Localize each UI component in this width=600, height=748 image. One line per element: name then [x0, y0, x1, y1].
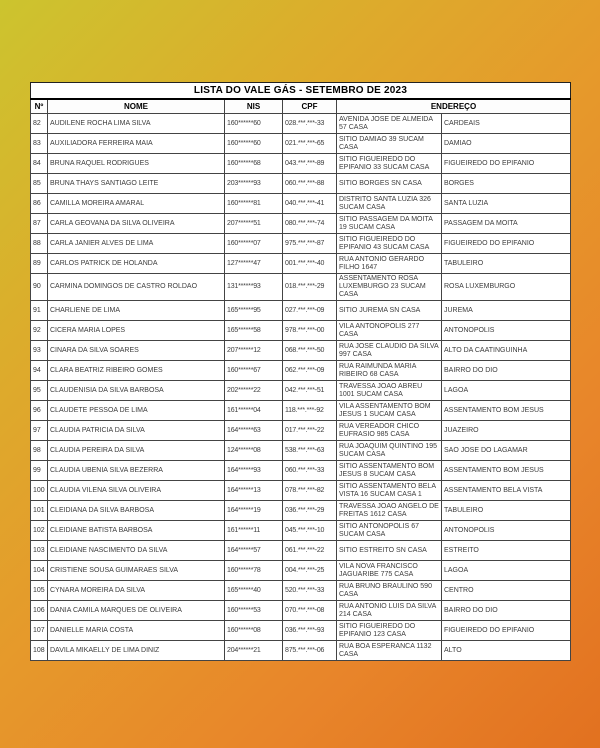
cell-bairro: JUREMA [442, 301, 571, 321]
document-sheet [30, 82, 570, 661]
cell-endereco: VILA ASSENTAMENTO BOM JESUS 1 SUCAM CASA [337, 401, 442, 421]
cell-nome: CINARA DA SILVA SOARES [48, 341, 225, 361]
cell-bairro: LAGOA [442, 381, 571, 401]
table-row [31, 621, 571, 641]
cell-bairro: TABULEIRO [442, 501, 571, 521]
cell-bairro: CENTRO [442, 581, 571, 601]
cell-endereco: TRAVESSA JOAO ABREU 1001 SUCAM CASA [337, 381, 442, 401]
table-row [31, 641, 571, 661]
table-row [31, 274, 571, 301]
table-row [31, 461, 571, 481]
cell-endereco: TRAVESSA JOAO ANGELO DE FREITAS 1612 CASA [337, 501, 442, 521]
cell-nome: DANIELLE MARIA COSTA [48, 621, 225, 641]
cell-endereco: SITIO JUREMA SN CASA [337, 301, 442, 321]
cell-nis: 127******47 [225, 254, 283, 274]
cell-nis: 160******68 [225, 154, 283, 174]
cell-numero: 92 [31, 321, 48, 341]
cell-cpf: 018.***.***-29 [283, 274, 337, 301]
cell-nis: 160******60 [225, 134, 283, 154]
cell-endereco: SITIO FIGUEIREDO DO EPIFANIO 43 SUCAM CASA [337, 234, 442, 254]
cell-nis: 165******40 [225, 581, 283, 601]
cell-bairro: DAMIAO [442, 134, 571, 154]
cell-cpf: 875.***.***-06 [283, 641, 337, 661]
cell-nis: 124******08 [225, 441, 283, 461]
cell-nis: 160******07 [225, 234, 283, 254]
table-row [31, 174, 571, 194]
cell-nis: 164******19 [225, 501, 283, 521]
table-row [31, 521, 571, 541]
cell-bairro: ALTO DA CAATINGUINHA [442, 341, 571, 361]
cell-nome: CLARA BEATRIZ RIBEIRO GOMES [48, 361, 225, 381]
cell-cpf: 118.***.***-92 [283, 401, 337, 421]
cell-endereco: VILA ANTONOPOLIS 277 CASA [337, 321, 442, 341]
table-row [31, 481, 571, 501]
table-row [31, 381, 571, 401]
cell-endereco: SITIO DAMIAO 39 SUCAM CASA [337, 134, 442, 154]
cell-nome: CLEIDIANA DA SILVA BARBOSA [48, 501, 225, 521]
cell-numero: 103 [31, 541, 48, 561]
cell-numero: 87 [31, 214, 48, 234]
cell-cpf: 975.***.***-87 [283, 234, 337, 254]
cell-nis: 161******04 [225, 401, 283, 421]
table-row [31, 501, 571, 521]
cell-numero: 82 [31, 114, 48, 134]
col-header-cpf: CPF [283, 99, 337, 114]
cell-numero: 93 [31, 341, 48, 361]
cell-endereco: SITIO FIGUEIREDO DO EPIFANIO 123 CASA [337, 621, 442, 641]
vale-gas-table [30, 82, 571, 661]
table-row [31, 154, 571, 174]
cell-numero: 97 [31, 421, 48, 441]
cell-numero: 96 [31, 401, 48, 421]
table-row [31, 361, 571, 381]
table-row [31, 541, 571, 561]
cell-cpf: 538.***.***-63 [283, 441, 337, 461]
cell-numero: 95 [31, 381, 48, 401]
cell-nome: CARLOS PATRICK DE HOLANDA [48, 254, 225, 274]
table-row [31, 114, 571, 134]
cell-bairro: ANTONOPOLIS [442, 521, 571, 541]
cell-nome: CICERA MARIA LOPES [48, 321, 225, 341]
cell-nis: 160******78 [225, 561, 283, 581]
cell-endereco: AVENIDA JOSE DE ALMEIDA 57 CASA [337, 114, 442, 134]
cell-nis: 203******93 [225, 174, 283, 194]
cell-bairro: ASSENTAMENTO BELA VISTA [442, 481, 571, 501]
table-row [31, 254, 571, 274]
cell-nis: 164******13 [225, 481, 283, 501]
cell-endereco: RUA BRUNO BRAULINO 590 CASA [337, 581, 442, 601]
cell-cpf: 070.***.***-08 [283, 601, 337, 621]
cell-cpf: 042.***.***-51 [283, 381, 337, 401]
cell-endereco: SITIO ESTREITO SN CASA [337, 541, 442, 561]
cell-nome: CYNARA MOREIRA DA SILVA [48, 581, 225, 601]
cell-endereco: SITIO PASSAGEM DA MOITA 19 SUCAM CASA [337, 214, 442, 234]
cell-nome: AUDILENE ROCHA LIMA SILVA [48, 114, 225, 134]
cell-endereco: SITIO ASSENTAMENTO BELA VISTA 16 SUCAM CASA 1 [337, 481, 442, 501]
col-header-nis: NIS [225, 99, 283, 114]
cell-numero: 99 [31, 461, 48, 481]
cell-nis: 160******81 [225, 194, 283, 214]
table-row [31, 561, 571, 581]
cell-nis: 165******58 [225, 321, 283, 341]
table-row [31, 321, 571, 341]
cell-nome: CHARLIENE DE LIMA [48, 301, 225, 321]
cell-cpf: 036.***.***-29 [283, 501, 337, 521]
table-row [31, 134, 571, 154]
cell-endereco: RUA JOAQUIM QUINTINO 195 SUCAM CASA [337, 441, 442, 461]
table-body [31, 114, 571, 661]
cell-bairro: BAIRRO DO DIO [442, 361, 571, 381]
cell-nome: CLEIDIANE BATISTA BARBOSA [48, 521, 225, 541]
cell-nome: DAVILA MIKAELLY DE LIMA DINIZ [48, 641, 225, 661]
cell-bairro: CARDEAIS [442, 114, 571, 134]
cell-nis: 164******63 [225, 421, 283, 441]
cell-numero: 88 [31, 234, 48, 254]
cell-endereco: RUA ANTONIO LUIS DA SILVA 214 CASA [337, 601, 442, 621]
cell-endereco: SITIO ANTONOPOLIS 67 SUCAM CASA [337, 521, 442, 541]
cell-cpf: 040.***.***-41 [283, 194, 337, 214]
cell-numero: 108 [31, 641, 48, 661]
cell-numero: 107 [31, 621, 48, 641]
cell-numero: 85 [31, 174, 48, 194]
cell-nome: CLAUDIA PATRICIA DA SILVA [48, 421, 225, 441]
cell-nis: 160******08 [225, 621, 283, 641]
cell-bairro: ROSA LUXEMBURGO [442, 274, 571, 301]
cell-bairro: BORGES [442, 174, 571, 194]
cell-nome: AUXILIADORA FERREIRA MAIA [48, 134, 225, 154]
cell-cpf: 017.***.***-22 [283, 421, 337, 441]
cell-bairro: LAGOA [442, 561, 571, 581]
cell-numero: 90 [31, 274, 48, 301]
cell-nome: BRUNA THAYS SANTIAGO LEITE [48, 174, 225, 194]
cell-nis: 131******93 [225, 274, 283, 301]
cell-bairro: ANTONOPOLIS [442, 321, 571, 341]
cell-nome: CLAUDIA PEREIRA DA SILVA [48, 441, 225, 461]
cell-nis: 165******95 [225, 301, 283, 321]
cell-nome: CAMILLA MOREIRA AMARAL [48, 194, 225, 214]
cell-cpf: 004.***.***-25 [283, 561, 337, 581]
cell-nis: 161******11 [225, 521, 283, 541]
cell-cpf: 028.***.***-33 [283, 114, 337, 134]
cell-endereco: SITIO BORGES SN CASA [337, 174, 442, 194]
cell-numero: 105 [31, 581, 48, 601]
cell-endereco: VILA NOVA FRANCISCO JAGUARIBE 775 CASA [337, 561, 442, 581]
cell-numero: 100 [31, 481, 48, 501]
cell-nis: 202******22 [225, 381, 283, 401]
cell-numero: 91 [31, 301, 48, 321]
cell-nome: CLEIDIANE NASCIMENTO DA SILVA [48, 541, 225, 561]
table-row [31, 441, 571, 461]
cell-nome: CLAUDIA VILENA SILVA OLIVEIRA [48, 481, 225, 501]
cell-cpf: 060.***.***-88 [283, 174, 337, 194]
cell-numero: 94 [31, 361, 48, 381]
cell-cpf: 520.***.***-33 [283, 581, 337, 601]
cell-nis: 160******67 [225, 361, 283, 381]
title-row [31, 83, 571, 100]
cell-bairro: BAIRRO DO DIO [442, 601, 571, 621]
cell-nome: CLAUDENISIA DA SILVA BARBOSA [48, 381, 225, 401]
cell-numero: 98 [31, 441, 48, 461]
cell-numero: 106 [31, 601, 48, 621]
cell-nome: CLAUDIA UBENIA SILVA BEZERRA [48, 461, 225, 481]
cell-cpf: 001.***.***-40 [283, 254, 337, 274]
cell-bairro: ASSENTAMENTO BOM JESUS [442, 401, 571, 421]
cell-cpf: 045.***.***-10 [283, 521, 337, 541]
table-row [31, 301, 571, 321]
cell-numero: 84 [31, 154, 48, 174]
cell-nome: CARMINA DOMINGOS DE CASTRO ROLDAO [48, 274, 225, 301]
cell-nis: 164******93 [225, 461, 283, 481]
cell-nis: 160******53 [225, 601, 283, 621]
cell-cpf: 060.***.***-33 [283, 461, 337, 481]
cell-numero: 102 [31, 521, 48, 541]
cell-endereco: RUA VEREADOR CHICO EUFRASIO 985 CASA [337, 421, 442, 441]
cell-endereco: SITIO FIGUEIREDO DO EPIFANIO 33 SUCAM CASA [337, 154, 442, 174]
cell-bairro: ASSENTAMENTO BOM JESUS [442, 461, 571, 481]
cell-bairro: JUAZEIRO [442, 421, 571, 441]
cell-bairro: FIGUEIREDO DO EPIFANIO [442, 621, 571, 641]
table-row [31, 401, 571, 421]
cell-nis: 207******12 [225, 341, 283, 361]
cell-numero: 86 [31, 194, 48, 214]
cell-endereco: RUA RAIMUNDA MARIA RIBEIRO 68 CASA [337, 361, 442, 381]
cell-cpf: 068.***.***-50 [283, 341, 337, 361]
cell-bairro: FIGUEIREDO DO EPIFANIO [442, 154, 571, 174]
cell-bairro: ALTO [442, 641, 571, 661]
cell-nis: 204******21 [225, 641, 283, 661]
cell-endereco: RUA ANTONIO GERARDO FILHO 1647 [337, 254, 442, 274]
cell-cpf: 061.***.***-22 [283, 541, 337, 561]
table-row [31, 214, 571, 234]
cell-nis: 207******51 [225, 214, 283, 234]
col-header-nome: NOME [48, 99, 225, 114]
cell-endereco: RUA JOSE CLAUDIO DA SILVA 997 CASA [337, 341, 442, 361]
cell-cpf: 036.***.***-93 [283, 621, 337, 641]
col-header-numero: Nº [31, 99, 48, 114]
cell-nome: CRISTIENE SOUSA GUIMARAES SILVA [48, 561, 225, 581]
cell-bairro: SANTA LUZIA [442, 194, 571, 214]
cell-nome: CLAUDETE PESSOA DE LIMA [48, 401, 225, 421]
cell-cpf: 978.***.***-00 [283, 321, 337, 341]
table-row [31, 341, 571, 361]
col-header-endereco: ENDEREÇO [337, 99, 571, 114]
cell-endereco: ASSENTAMENTO ROSA LUXEMBURGO 23 SUCAM CASA [337, 274, 442, 301]
table-row [31, 601, 571, 621]
cell-nome: CARLA GEOVANA DA SILVA OLIVEIRA [48, 214, 225, 234]
cell-numero: 89 [31, 254, 48, 274]
cell-numero: 101 [31, 501, 48, 521]
cell-cpf: 027.***.***-09 [283, 301, 337, 321]
cell-cpf: 080.***.***-74 [283, 214, 337, 234]
cell-numero: 104 [31, 561, 48, 581]
table-row [31, 421, 571, 441]
cell-cpf: 078.***.***-82 [283, 481, 337, 501]
cell-numero: 83 [31, 134, 48, 154]
cell-nome: CARLA JANIER ALVES DE LIMA [48, 234, 225, 254]
cell-nis: 164******57 [225, 541, 283, 561]
cell-cpf: 021.***.***-65 [283, 134, 337, 154]
cell-bairro: PASSAGEM DA MOITA [442, 214, 571, 234]
table-row [31, 581, 571, 601]
column-header-row [31, 99, 571, 114]
cell-nis: 160******60 [225, 114, 283, 134]
cell-cpf: 062.***.***-09 [283, 361, 337, 381]
cell-nome: BRUNA RAQUEL RODRIGUES [48, 154, 225, 174]
cell-bairro: FIGUEIREDO DO EPIFANIO [442, 234, 571, 254]
cell-endereco: DISTRITO SANTA LUZIA 326 SUCAM CASA [337, 194, 442, 214]
page-title: LISTA DO VALE GÁS - SETEMBRO DE 2023 [31, 83, 571, 100]
table-row [31, 234, 571, 254]
cell-cpf: 043.***.***-89 [283, 154, 337, 174]
cell-bairro: TABULEIRO [442, 254, 571, 274]
cell-endereco: SITIO ASSENTAMENTO BOM JESUS 8 SUCAM CASA [337, 461, 442, 481]
cell-nome: DANIA CAMILA MARQUES DE OLIVEIRA [48, 601, 225, 621]
cell-bairro: ESTREITO [442, 541, 571, 561]
cell-bairro: SAO JOSE DO LAGAMAR [442, 441, 571, 461]
cell-endereco: RUA BOA ESPERANCA 1132 CASA [337, 641, 442, 661]
table-row [31, 194, 571, 214]
